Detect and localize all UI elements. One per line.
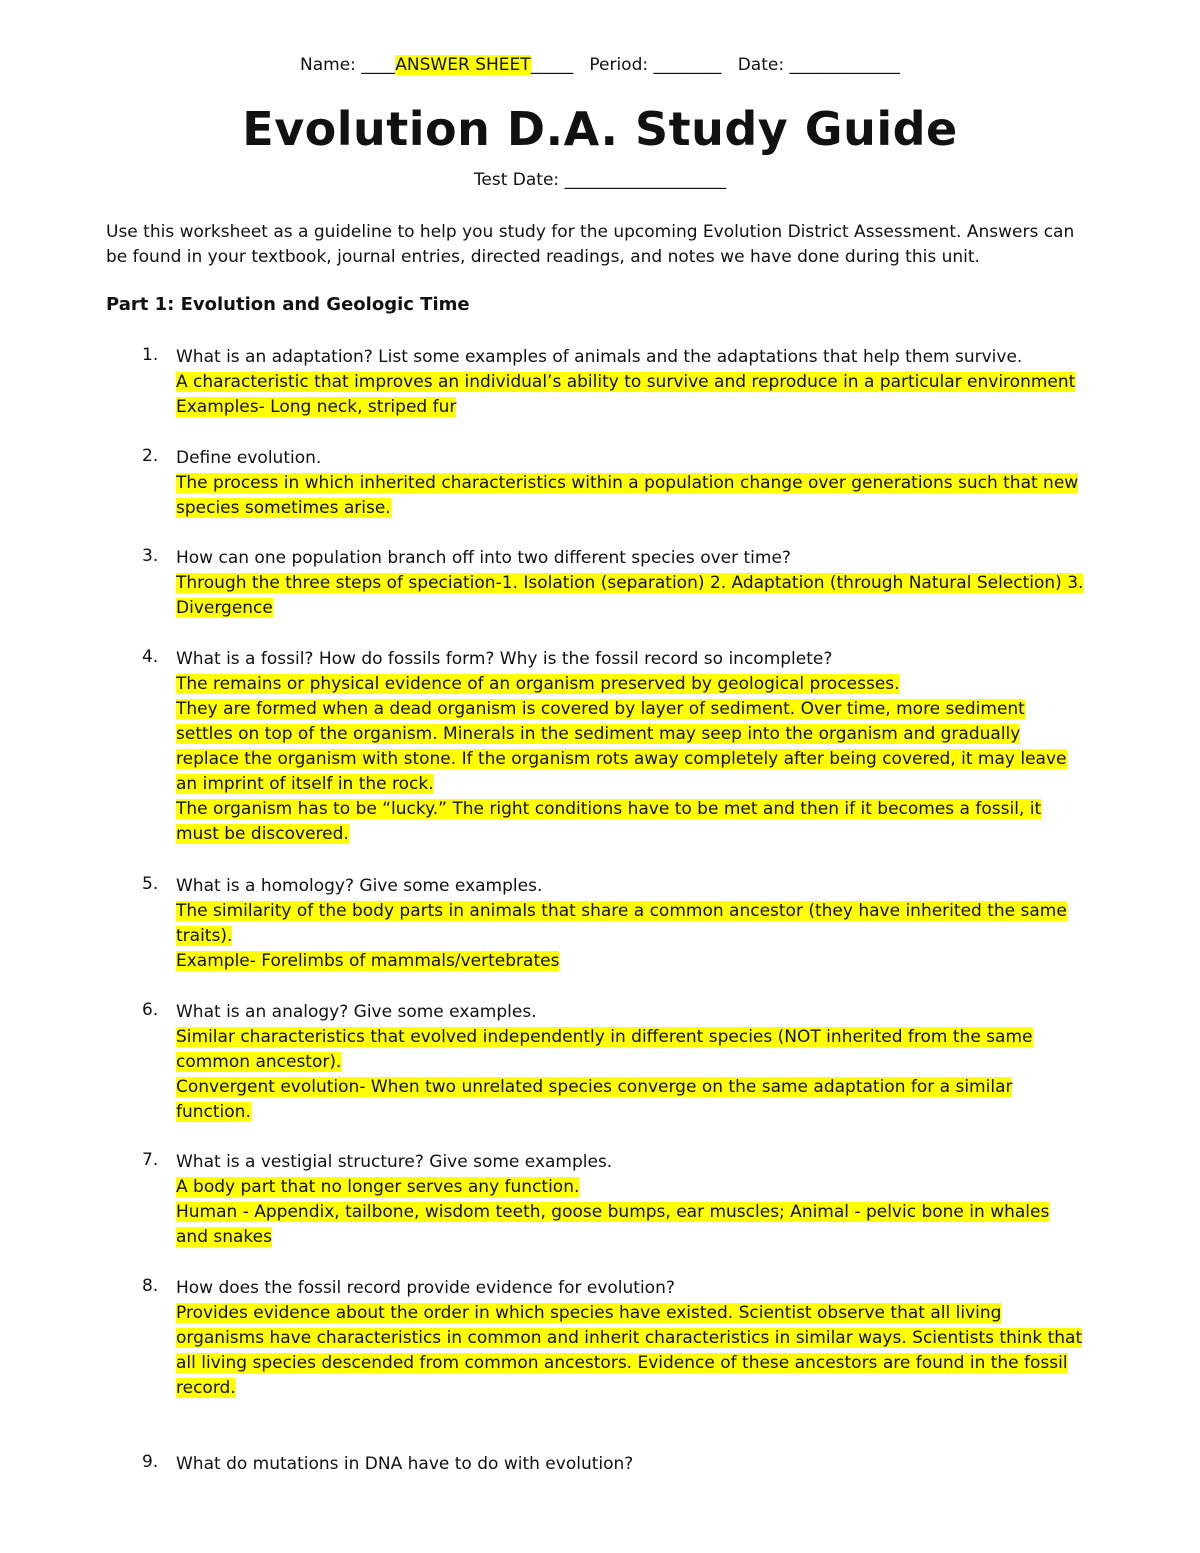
name-label: Name: ____ [300, 55, 396, 75]
answer-text: The remains or physical evidence of an organism preserved by geological processes. [176, 674, 900, 694]
question-number: 1. [142, 345, 159, 365]
question-text: What is an analogy? Give some examples. [176, 1002, 537, 1022]
page-title: Evolution D.A. Study Guide [242, 102, 958, 156]
answer-text: The organism has to be “lucky.” The right conditions have to be met and then if it becomes a fossil, it must be discovered. [176, 799, 1042, 844]
answer-text: The process in which inherited characteristics within a population change over generations such that new species sometimes arise. [176, 473, 1079, 518]
answer-text: They are formed when a dead organism is covered by layer of sediment. Over time, more sediment settles on top of the organism. Minerals in the sediment may seep into the organism and gradually replace the organism with stone. If the organism rots away completely after being covered, it may leave an imprint of itself in the rock. [176, 699, 1067, 794]
answer-text: The similarity of the body parts in animals that share a common ancestor (they have inherited the same traits). [176, 901, 1067, 946]
question-5 [106, 874, 1086, 974]
part-1-heading: Part 1: Evolution and Geologic Time [106, 294, 470, 315]
period-date-label: _____ Period: ________ Date: _____________ [530, 55, 900, 75]
question-number: 9. [142, 1452, 159, 1472]
question-text: Define evolution. [176, 448, 322, 468]
answer-text: Through the three steps of speciation-1. Isolation (separation) 2. Adaptation (through Natural Selection) 3. Divergence [176, 573, 1084, 618]
question-6 [106, 1000, 1086, 1125]
question-text: What is a vestigial structure? Give some examples. [176, 1152, 613, 1172]
answer-text: Convergent evolution- When two unrelated species converge on the same adaptation for a similar function. [176, 1077, 1013, 1122]
answer-text: Examples- Long neck, striped fur [176, 397, 457, 417]
answer-text: Example- Forelimbs of mammals/vertebrates [176, 951, 560, 971]
question-7 [106, 1150, 1086, 1250]
question-number: 7. [142, 1150, 159, 1170]
question-text: What is a fossil? How do fossils form? Why is the fossil record so incomplete? [176, 649, 833, 669]
question-2 [106, 446, 1086, 521]
answer-text: A body part that no longer serves any function. [176, 1177, 580, 1197]
question-text: How can one population branch off into two different species over time? [176, 548, 791, 568]
question-4 [106, 647, 1086, 847]
question-number: 8. [142, 1276, 159, 1296]
question-number: 6. [142, 1000, 159, 1020]
question-text: What do mutations in DNA have to do with evolution? [176, 1454, 634, 1474]
question-number: 5. [142, 874, 159, 894]
question-text: What is a homology? Give some examples. [176, 876, 543, 896]
question-number: 3. [142, 546, 159, 566]
intro-paragraph: Use this worksheet as a guideline to help you study for the upcoming Evolution District Assessment. Answers can be found in your textbook, journal entries, directed readings, and notes we have done during this unit. [106, 222, 1075, 267]
question-3 [106, 546, 1086, 621]
question-9 [106, 1452, 1086, 1477]
name-period-date-line [0, 55, 1200, 75]
question-1 [106, 345, 1086, 420]
answer-text: Provides evidence about the order in which species have existed. Scientist observe that all living organisms have characteristics in common and inherit characteristics in similar ways. Scientists think that all living species descended from common ancestors. Evidence of these ancestors are found in the fossil record. [176, 1303, 1083, 1398]
name-value: ANSWER SHEET [395, 55, 531, 75]
test-date-line: Test Date: ___________________ [473, 170, 727, 190]
question-number: 4. [142, 647, 159, 667]
question-number: 2. [142, 446, 159, 466]
answer-text: Similar characteristics that evolved independently in different species (NOT inherited from the same common ancestor). [176, 1027, 1033, 1072]
question-8 [106, 1276, 1086, 1401]
answer-text: A characteristic that improves an individual’s ability to survive and reproduce in a particular environment [176, 372, 1076, 392]
question-text: How does the fossil record provide evidence for evolution? [176, 1278, 675, 1298]
question-text: What is an adaptation? List some examples of animals and the adaptations that help them survive. [176, 347, 1023, 367]
answer-text: Human - Appendix, tailbone, wisdom teeth, goose bumps, ear muscles; Animal - pelvic bone in whales and snakes [176, 1202, 1050, 1247]
